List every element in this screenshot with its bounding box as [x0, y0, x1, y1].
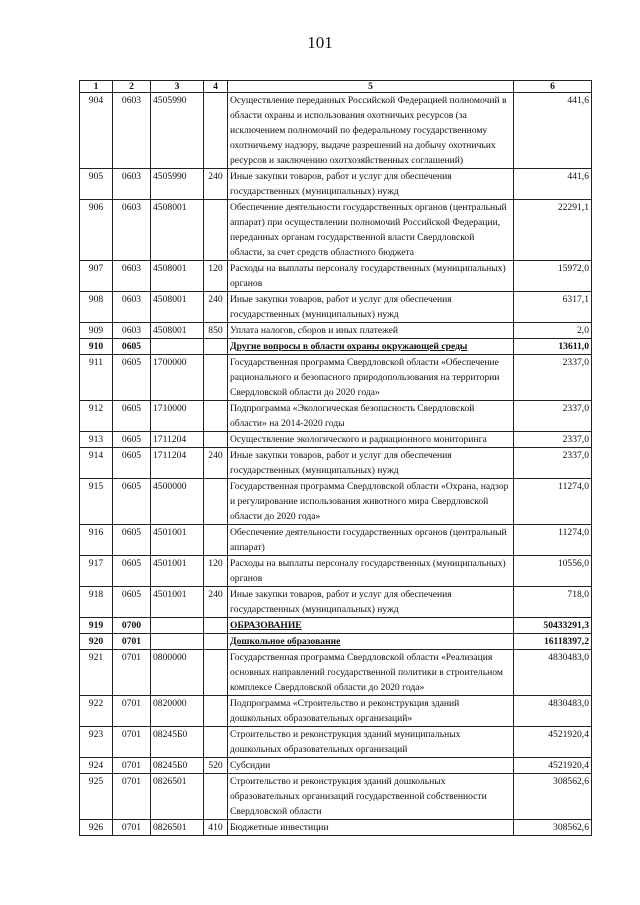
row-number: 907	[80, 261, 113, 292]
expense-type-code	[204, 618, 228, 634]
col-header-expense-type: 4	[204, 81, 228, 93]
amount: 2337,0	[514, 401, 592, 432]
amount: 4830483,0	[514, 650, 592, 696]
expense-name: Иные закупки товаров, работ и услуг для обеспечения государственных (муниципальных) нужд	[228, 169, 514, 200]
table-row	[80, 448, 592, 479]
row-number: 911	[80, 355, 113, 401]
target-article-code: 1711204	[151, 432, 204, 448]
row-number: 917	[80, 556, 113, 587]
expense-type-code: 240	[204, 292, 228, 323]
target-article-code: 4508001	[151, 200, 204, 261]
expense-type-code	[204, 432, 228, 448]
amount: 718,0	[514, 587, 592, 618]
target-article-code: 0826501	[151, 820, 204, 836]
amount: 13611,0	[514, 339, 592, 355]
expense-name: Осуществление переданных Российской Федерацией полномочий в области охраны и использования охотничьих ресурсов (за исключением полномочий по федеральному государственному охотничьему надзору, выдаче разрешений на добычу охотничьих ресурсов и заключению охотхозяйственных соглашений)	[228, 93, 514, 169]
row-number: 925	[80, 774, 113, 820]
amount: 11274,0	[514, 525, 592, 556]
expense-name: Государственная программа Свердловской области «Охрана, надзор и регулирование использования животного мира Свердловской области до 2020 года»	[228, 479, 514, 525]
amount: 308562,6	[514, 774, 592, 820]
expense-type-code	[204, 727, 228, 758]
row-number: 906	[80, 200, 113, 261]
table-row	[80, 820, 592, 836]
expense-name: Подпрограмма «Строительство и реконструкция зданий дошкольных образовательных организаций»	[228, 696, 514, 727]
expense-name: Государственная программа Свердловской области «Обеспечение рационального и безопасного природопользования на территории Свердловской области до 2020 года»	[228, 355, 514, 401]
expense-type-code: 240	[204, 587, 228, 618]
expense-name: Осуществление экологического и радиационного мониторинга	[228, 432, 514, 448]
table-row	[80, 401, 592, 432]
row-number: 916	[80, 525, 113, 556]
table-row	[80, 323, 592, 339]
amount: 441,6	[514, 93, 592, 169]
expense-name: Обеспечение деятельности государственных органов (центральный аппарат) при осуществлении полномочий Российской Федерации, переданных органам государственной власти Свердловской области, за счет средств областного бюджета	[228, 200, 514, 261]
table-row	[80, 727, 592, 758]
target-article-code: 4508001	[151, 261, 204, 292]
section-code: 0701	[113, 650, 151, 696]
amount: 4830483,0	[514, 696, 592, 727]
expense-name: Расходы на выплаты персоналу государственных (муниципальных) органов	[228, 261, 514, 292]
section-code: 0603	[113, 93, 151, 169]
row-number: 924	[80, 758, 113, 774]
table-row	[80, 696, 592, 727]
row-number: 913	[80, 432, 113, 448]
target-article-code: 4501001	[151, 587, 204, 618]
section-code: 0603	[113, 323, 151, 339]
section-code: 0701	[113, 727, 151, 758]
expense-name: Расходы на выплаты персоналу государственных (муниципальных) органов	[228, 556, 514, 587]
row-number: 923	[80, 727, 113, 758]
section-code: 0700	[113, 618, 151, 634]
expense-type-code: 850	[204, 323, 228, 339]
expense-name: Иные закупки товаров, работ и услуг для обеспечения государственных (муниципальных) нужд	[228, 292, 514, 323]
amount: 11274,0	[514, 479, 592, 525]
section-code: 0605	[113, 448, 151, 479]
expense-type-code	[204, 479, 228, 525]
table-row	[80, 292, 592, 323]
header-row	[80, 81, 592, 93]
section-code: 0605	[113, 525, 151, 556]
section-code: 0603	[113, 169, 151, 200]
table-row	[80, 634, 592, 650]
target-article-code: 4501001	[151, 556, 204, 587]
expense-name: Строительство и реконструкция зданий муниципальных дошкольных образовательных организаций	[228, 727, 514, 758]
amount: 2337,0	[514, 448, 592, 479]
table-row	[80, 556, 592, 587]
target-article-code	[151, 618, 204, 634]
row-number: 918	[80, 587, 113, 618]
table-row	[80, 650, 592, 696]
row-number: 920	[80, 634, 113, 650]
expense-name: Бюджетные инвестиции	[228, 820, 514, 836]
amount: 4521920,4	[514, 727, 592, 758]
amount: 50433291,3	[514, 618, 592, 634]
section-code: 0603	[113, 200, 151, 261]
table-row	[80, 200, 592, 261]
target-article-code: 4505990	[151, 93, 204, 169]
row-number: 914	[80, 448, 113, 479]
table-row	[80, 169, 592, 200]
target-article-code: 4508001	[151, 292, 204, 323]
amount: 2337,0	[514, 355, 592, 401]
table-row	[80, 618, 592, 634]
expense-name: Строительство и реконструкция зданий дошкольных образовательных организаций государственной собственности Свердловской области	[228, 774, 514, 820]
section-code: 0603	[113, 261, 151, 292]
amount: 6317,1	[514, 292, 592, 323]
expense-type-code	[204, 93, 228, 169]
amount: 2,0	[514, 323, 592, 339]
row-number: 910	[80, 339, 113, 355]
col-header-target-article: 3	[151, 81, 204, 93]
target-article-code: 4508001	[151, 323, 204, 339]
section-code: 0605	[113, 339, 151, 355]
row-number: 919	[80, 618, 113, 634]
budget-table	[79, 80, 592, 836]
section-code: 0701	[113, 758, 151, 774]
expense-type-code	[204, 525, 228, 556]
expense-type-code: 120	[204, 556, 228, 587]
expense-name: Иные закупки товаров, работ и услуг для обеспечения государственных (муниципальных) нужд	[228, 587, 514, 618]
expense-name: Подпрограмма «Экологическая безопасность Свердловской области» на 2014-2020 годы	[228, 401, 514, 432]
expense-type-code: 240	[204, 169, 228, 200]
expense-name: Дошкольное образование	[228, 634, 514, 650]
section-code: 0603	[113, 292, 151, 323]
section-code: 0701	[113, 820, 151, 836]
table-row	[80, 758, 592, 774]
target-article-code: 0820000	[151, 696, 204, 727]
amount: 22291,1	[514, 200, 592, 261]
target-article-code	[151, 634, 204, 650]
page-number: 101	[307, 33, 333, 52]
amount: 441,6	[514, 169, 592, 200]
expense-name: Обеспечение деятельности государственных органов (центральный аппарат)	[228, 525, 514, 556]
target-article-code: 4501001	[151, 525, 204, 556]
section-code: 0701	[113, 774, 151, 820]
table-row	[80, 355, 592, 401]
expense-type-code	[204, 401, 228, 432]
target-article-code: 4505990	[151, 169, 204, 200]
target-article-code: 1710000	[151, 401, 204, 432]
expense-name: Другие вопросы в области охраны окружающей среды	[228, 339, 514, 355]
target-article-code: 0800000	[151, 650, 204, 696]
row-number: 921	[80, 650, 113, 696]
row-number: 915	[80, 479, 113, 525]
expense-name: Государственная программа Свердловской области «Реализация основных направлений государственной политики в строительном комплексе Свердловской области до 2020 года»	[228, 650, 514, 696]
table-row	[80, 525, 592, 556]
target-article-code: 08245Б0	[151, 758, 204, 774]
expense-type-code	[204, 774, 228, 820]
section-code: 0605	[113, 355, 151, 401]
table-row	[80, 432, 592, 448]
target-article-code: 1700000	[151, 355, 204, 401]
amount: 15972,0	[514, 261, 592, 292]
table-row	[80, 93, 592, 169]
section-code: 0701	[113, 696, 151, 727]
amount: 4521920,4	[514, 758, 592, 774]
table-body	[80, 93, 592, 836]
expense-type-code	[204, 355, 228, 401]
row-number: 922	[80, 696, 113, 727]
table-row	[80, 479, 592, 525]
row-number: 912	[80, 401, 113, 432]
expense-type-code: 120	[204, 261, 228, 292]
section-code: 0605	[113, 587, 151, 618]
expense-type-code	[204, 696, 228, 727]
row-number: 905	[80, 169, 113, 200]
section-code: 0605	[113, 556, 151, 587]
section-code: 0605	[113, 479, 151, 525]
amount: 2337,0	[514, 432, 592, 448]
expense-name: Уплата налогов, сборов и иных платежей	[228, 323, 514, 339]
col-header-amount: 6	[514, 81, 592, 93]
amount: 308562,6	[514, 820, 592, 836]
expense-type-code: 520	[204, 758, 228, 774]
table-row	[80, 261, 592, 292]
target-article-code: 08245Б0	[151, 727, 204, 758]
expense-name: Субсидии	[228, 758, 514, 774]
table-row	[80, 774, 592, 820]
table-row	[80, 587, 592, 618]
row-number: 904	[80, 93, 113, 169]
expense-name: Иные закупки товаров, работ и услуг для обеспечения государственных (муниципальных) нужд	[228, 448, 514, 479]
row-number: 908	[80, 292, 113, 323]
section-code: 0605	[113, 401, 151, 432]
expense-type-code	[204, 200, 228, 261]
table-row	[80, 339, 592, 355]
target-article-code: 0826501	[151, 774, 204, 820]
row-number: 926	[80, 820, 113, 836]
row-number: 909	[80, 323, 113, 339]
expense-name: ОБРАЗОВАНИЕ	[228, 618, 514, 634]
amount: 16118397,2	[514, 634, 592, 650]
target-article-code	[151, 339, 204, 355]
col-header-row-number: 1	[80, 81, 113, 93]
target-article-code: 4500000	[151, 479, 204, 525]
target-article-code: 1711204	[151, 448, 204, 479]
section-code: 0701	[113, 634, 151, 650]
col-header-section: 2	[113, 81, 151, 93]
expense-type-code	[204, 650, 228, 696]
section-code: 0605	[113, 432, 151, 448]
amount: 10556,0	[514, 556, 592, 587]
expense-type-code	[204, 634, 228, 650]
expense-type-code: 410	[204, 820, 228, 836]
col-header-name: 5	[228, 81, 514, 93]
expense-type-code: 240	[204, 448, 228, 479]
expense-type-code	[204, 339, 228, 355]
